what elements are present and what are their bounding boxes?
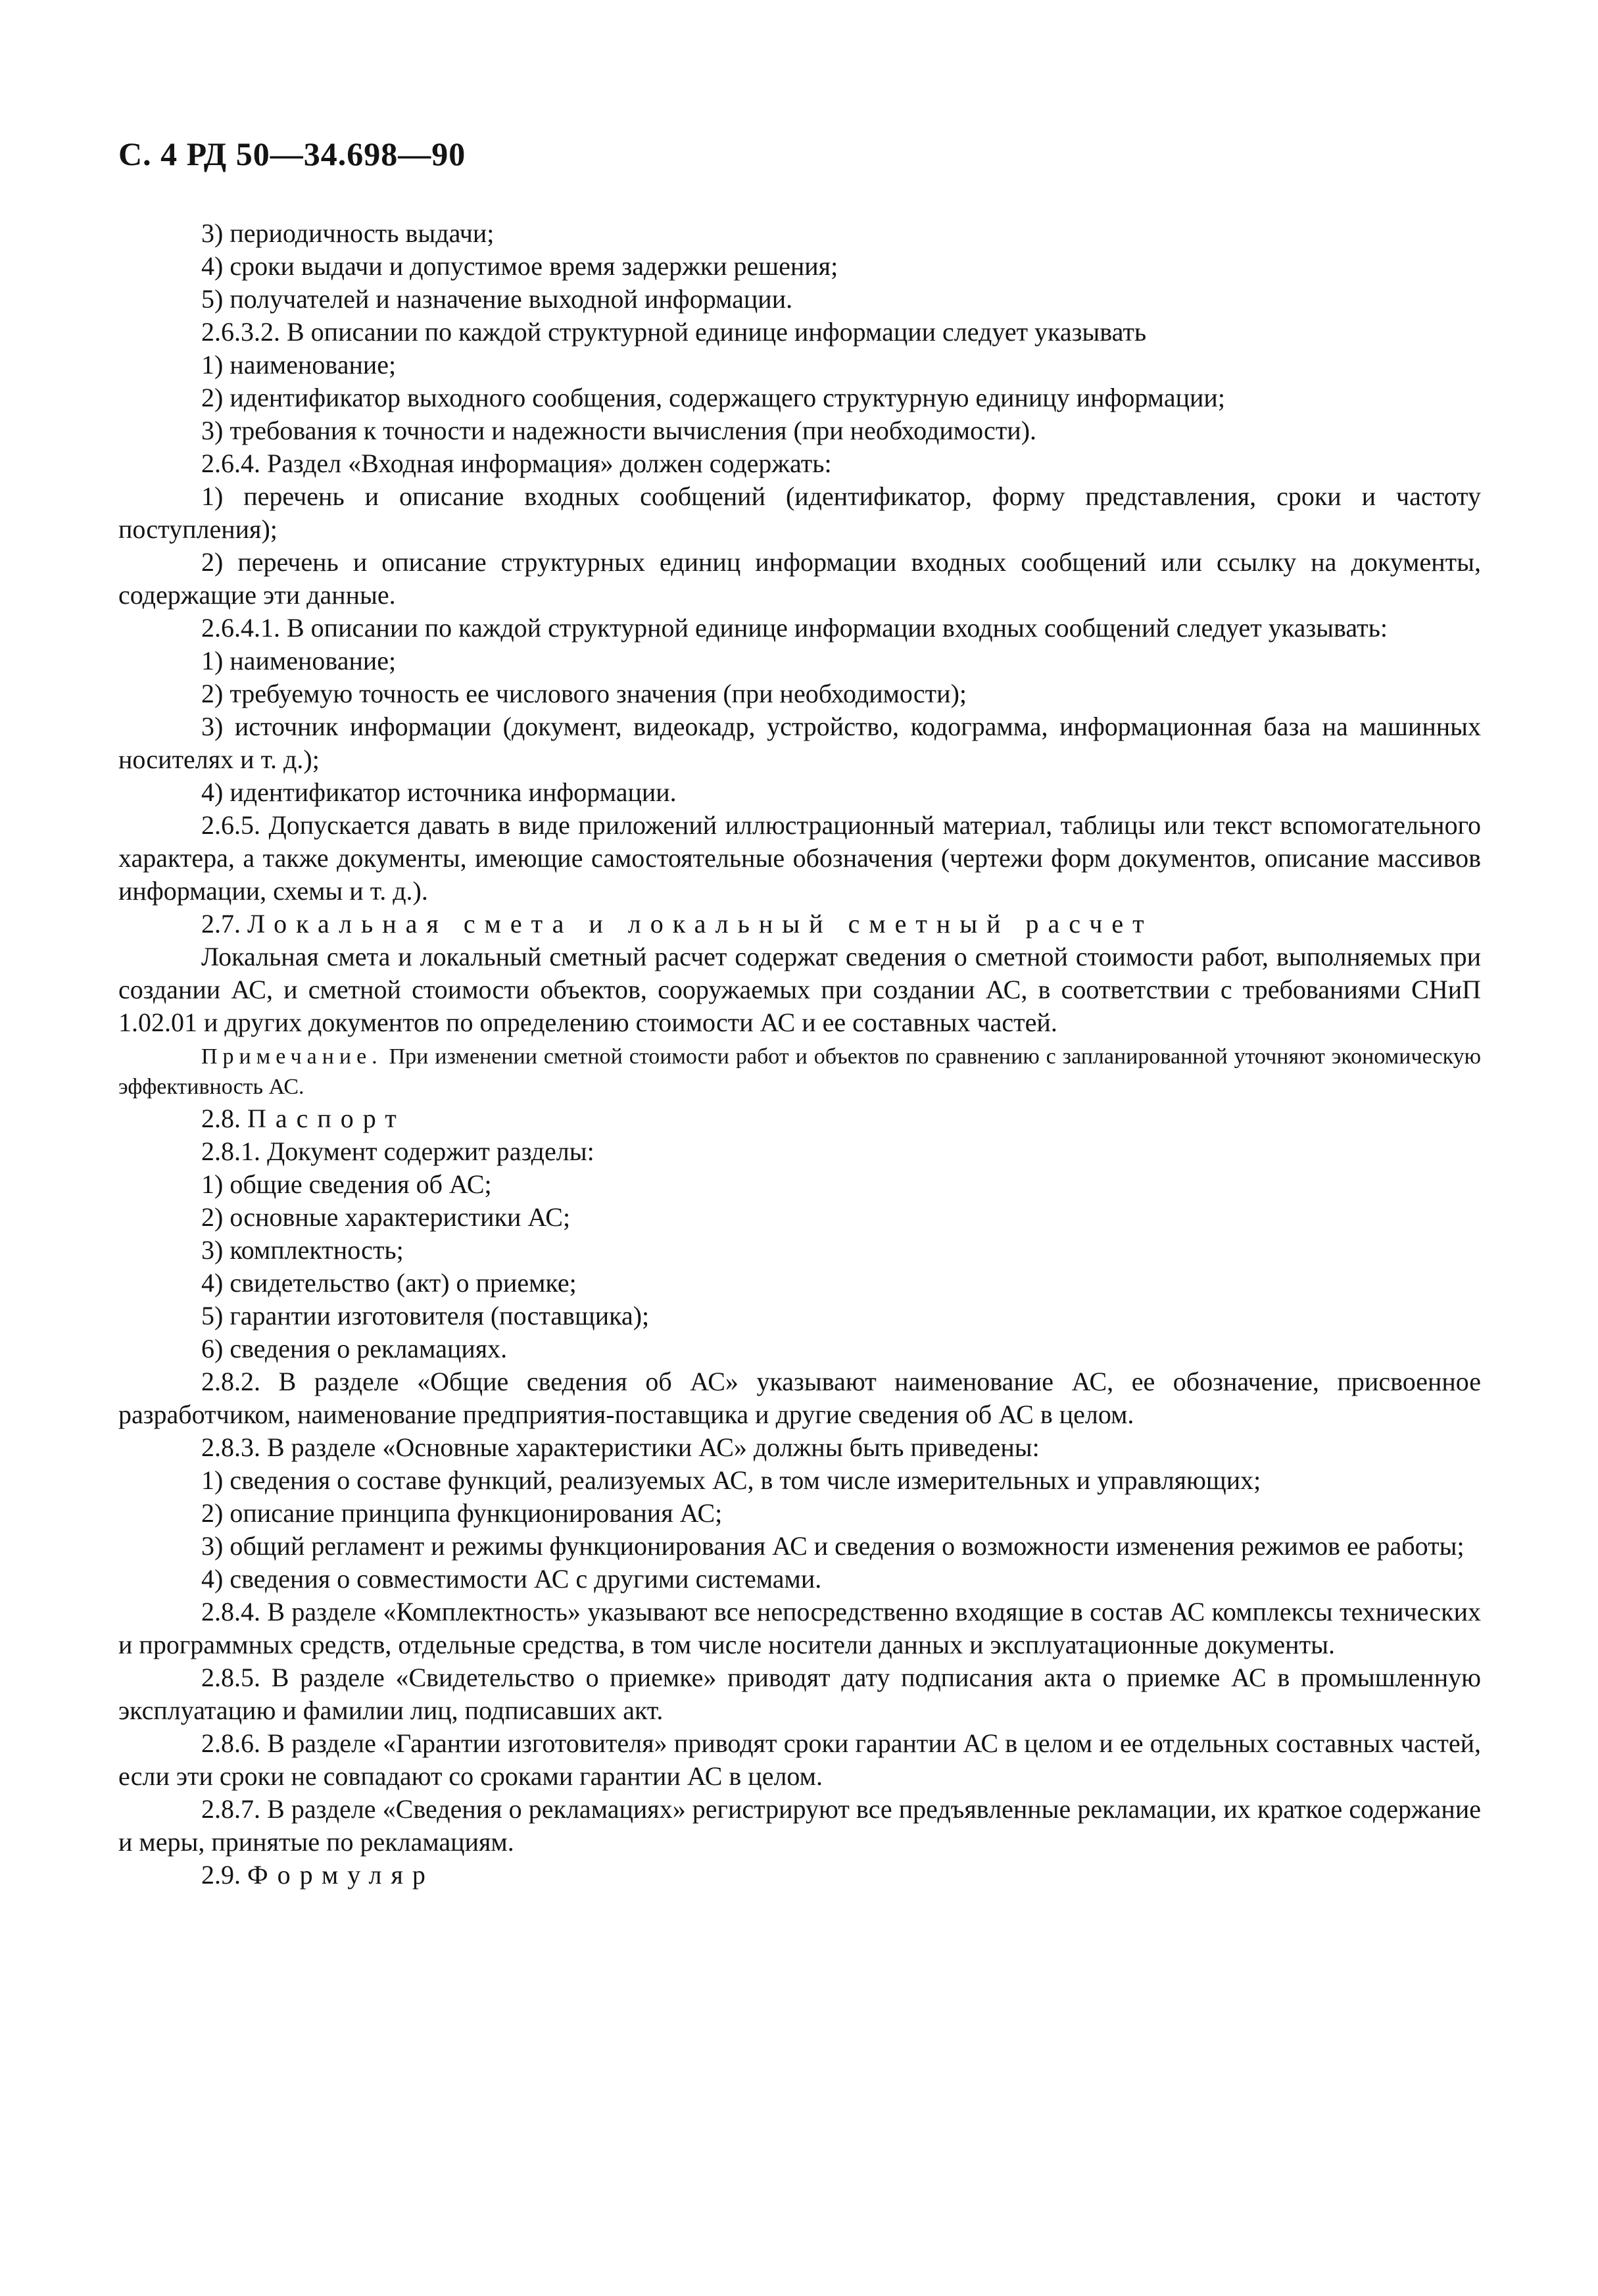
note-label: Примечание.	[201, 1044, 383, 1069]
paragraph: 4) свидетельство (акт) о приемке;	[201, 1268, 577, 1298]
paragraph: 4) идентификатор источника информации.	[201, 777, 677, 807]
paragraph: 2.6.4.1. В описании по каждой структурной единице информации входных сообщений следует указывать:	[201, 613, 1388, 643]
paragraph: 5) гарантии изготовителя (поставщика);	[201, 1301, 650, 1331]
section-heading-2-7	[118, 908, 1481, 940]
paragraph: 1) наименование;	[201, 350, 397, 379]
paragraph: 1) перечень и описание входных сообщений (идентификатор, форму представления, сроки и частоту поступления);	[118, 481, 1481, 544]
paragraph: 1) сведения о составе функций, реализуемых АС, в том числе измерительных и управляющих;	[201, 1465, 1261, 1495]
paragraph: 4) сроки выдачи и допустимое время задержки решения;	[201, 251, 838, 281]
note	[118, 1042, 1481, 1102]
paragraph: 2) основные характеристики АС;	[201, 1202, 571, 1232]
paragraph: 3) требования к точности и надежности вычисления (при необходимости).	[201, 416, 1037, 445]
section-heading-2-8	[118, 1102, 1481, 1135]
paragraph: 1) общие сведения об АС;	[201, 1169, 492, 1199]
paragraph: 1) наименование;	[201, 646, 397, 675]
note-text: При изменении сметной стоимости работ и объектов по сравнению с запланированной уточняют экономическую эффективность АС.	[118, 1044, 1482, 1099]
section-title: Формуляр	[247, 1860, 435, 1890]
section-heading-2-9	[118, 1859, 1481, 1892]
paragraph: 2.8.6. В разделе «Гарантии изготовителя» приводят сроки гарантии АС в целом и ее отдельных составных частей, если эти сроки не совпадают со сроками гарантии АС в целом.	[118, 1728, 1481, 1791]
paragraph: 2.8.1. Документ содержит разделы:	[201, 1136, 594, 1166]
paragraph: 3) периодичность выдачи;	[201, 218, 495, 248]
paragraph: 2) требуемую точность ее числового значения (при необходимости);	[201, 679, 967, 708]
paragraph: 2.8.5. В разделе «Свидетельство о приемке» приводят дату подписания акта о приемке АС в промышленную эксплуатацию и фамилии лиц, подписавших акт.	[118, 1663, 1481, 1725]
section-number: 2.7.	[201, 909, 241, 939]
section-title: Локальная смета и локальный сметный расчет	[247, 909, 1153, 939]
page-header: С. 4 РД 50—34.698—90	[118, 135, 466, 172]
paragraph: 2.6.5. Допускается давать в виде приложений иллюстрационный материал, таблицы или текст вспомогательного характера, а также документы, имеющие самостоятельные обозначения (чертежи форм документов, описание массивов информации, схемы и т. д.).	[118, 810, 1481, 906]
document-body	[118, 217, 1481, 1892]
paragraph: 2.8.7. В разделе «Сведения о рекламациях» регистрируют все предъявленные рекламации, их краткое содержание и меры, принятые по рекламациям.	[118, 1794, 1481, 1857]
paragraph: 2.6.3.2. В описании по каждой структурной единице информации следует указывать	[201, 317, 1147, 347]
paragraph: 2) описание принципа функционирования АС;	[201, 1498, 723, 1528]
paragraph: 2.8.2. В разделе «Общие сведения об АС» указывают наименование АС, ее обозначение, присвоенное разработчиком, наименование предприятия-поставщика и другие сведения об АС в целом.	[118, 1367, 1481, 1429]
paragraph: Локальная смета и локальный сметный расчет содержат сведения о сметной стоимости работ, выполняемых при создании АС, и сметной стоимости объектов, сооружаемых при создании АС, в соответствии с требованиями СНиП 1.02.01 и других документов по определению стоимости АС и ее составных частей.	[118, 942, 1481, 1037]
paragraph: 3) источник информации (документ, видеокадр, устройство, кодограмма, информационная база на машинных носителях и т. д.);	[118, 712, 1481, 774]
paragraph: 3) общий регламент и режимы функционирования АС и сведения о возможности изменения режимов ее работы;	[201, 1531, 1465, 1561]
paragraph: 5) получателей и назначение выходной информации.	[201, 284, 793, 314]
paragraph: 2.6.4. Раздел «Входная информация» должен содержать:	[201, 449, 832, 478]
paragraph: 2) перечень и описание структурных единиц информации входных сообщений или ссылку на документы, содержащие эти данные.	[118, 547, 1481, 610]
paragraph: 3) комплектность;	[201, 1235, 404, 1265]
paragraph: 2.8.3. В разделе «Основные характеристики АС» должны быть приведены:	[201, 1432, 1040, 1462]
section-number: 2.8.	[201, 1104, 241, 1133]
section-title: Паспорт	[247, 1104, 406, 1133]
section-number: 2.9.	[201, 1860, 241, 1890]
paragraph: 2) идентификатор выходного сообщения, содержащего структурную единицу информации;	[201, 383, 1225, 412]
paragraph: 2.8.4. В разделе «Комплектность» указывают все непосредственно входящие в состав АС комплексы технических и программных средств, отдельные средства, в том числе носители данных и эксплуатационные документы.	[118, 1597, 1481, 1659]
paragraph: 6) сведения о рекламациях.	[201, 1334, 508, 1363]
paragraph: 4) сведения о совместимости АС с другими системами.	[201, 1564, 822, 1594]
